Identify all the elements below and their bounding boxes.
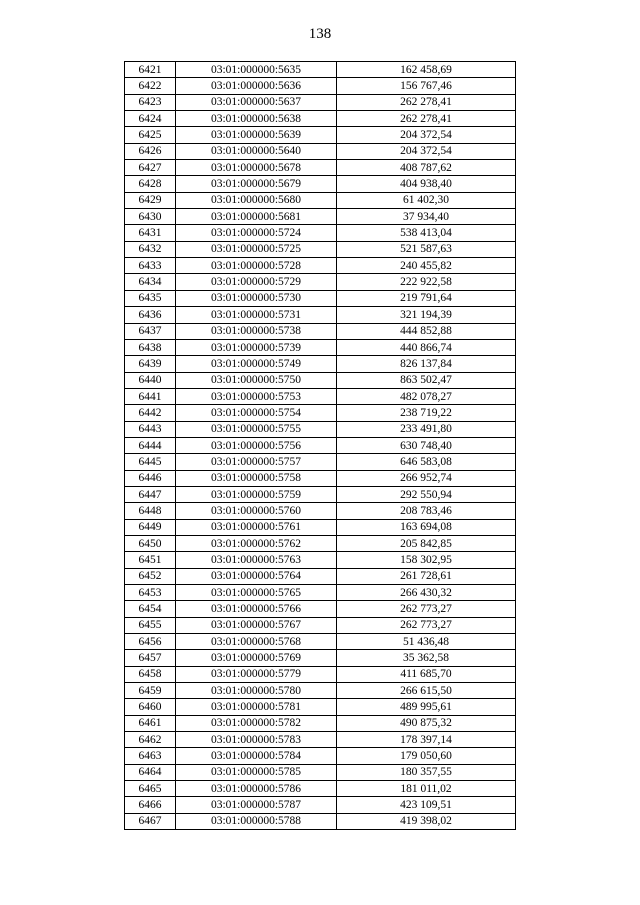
table-row — [125, 111, 516, 127]
table-row — [125, 781, 516, 797]
cadastral-number-cell: 03:01:000000:5787 — [176, 797, 337, 813]
value-cell: 204 372,54 — [337, 127, 516, 143]
table-row — [125, 290, 516, 306]
table-row — [125, 666, 516, 682]
cadastral-number-cell: 03:01:000000:5753 — [176, 388, 337, 404]
cadastral-number-cell: 03:01:000000:5779 — [176, 666, 337, 682]
cadastral-number-cell: 03:01:000000:5788 — [176, 813, 337, 829]
cadastral-number-cell: 03:01:000000:5781 — [176, 699, 337, 715]
row-number-cell: 6434 — [125, 274, 176, 290]
value-cell: 233 491,80 — [337, 421, 516, 437]
cadastral-number-cell: 03:01:000000:5724 — [176, 225, 337, 241]
row-number-cell: 6447 — [125, 486, 176, 502]
table-row — [125, 437, 516, 453]
table-row — [125, 127, 516, 143]
cadastral-number-cell: 03:01:000000:5763 — [176, 552, 337, 568]
row-number-cell: 6464 — [125, 764, 176, 780]
table-row — [125, 339, 516, 355]
value-cell: 538 413,04 — [337, 225, 516, 241]
table-row — [125, 323, 516, 339]
row-number-cell: 6426 — [125, 143, 176, 159]
value-cell: 863 502,47 — [337, 372, 516, 388]
cadastral-number-cell: 03:01:000000:5749 — [176, 356, 337, 372]
table-row — [125, 225, 516, 241]
page-number: 138 — [308, 26, 332, 42]
table-row — [125, 699, 516, 715]
table-row — [125, 601, 516, 617]
table-row — [125, 94, 516, 110]
cadastral-number-cell: 03:01:000000:5765 — [176, 585, 337, 601]
table-row — [125, 503, 516, 519]
row-number-cell: 6437 — [125, 323, 176, 339]
value-cell: 411 685,70 — [337, 666, 516, 682]
cadastral-number-cell: 03:01:000000:5780 — [176, 683, 337, 699]
table-row — [125, 421, 516, 437]
cadastral-number-cell: 03:01:000000:5766 — [176, 601, 337, 617]
table-row — [125, 405, 516, 421]
table-row — [125, 160, 516, 176]
row-number-cell: 6467 — [125, 813, 176, 829]
row-number-cell: 6423 — [125, 94, 176, 110]
value-cell: 240 455,82 — [337, 258, 516, 274]
row-number-cell: 6422 — [125, 78, 176, 94]
row-number-cell: 6449 — [125, 519, 176, 535]
row-number-cell: 6450 — [125, 535, 176, 551]
value-cell: 262 773,27 — [337, 617, 516, 633]
cadastral-number-cell: 03:01:000000:5640 — [176, 143, 337, 159]
table-row — [125, 568, 516, 584]
cadastral-number-cell: 03:01:000000:5725 — [176, 241, 337, 257]
cadastral-number-cell: 03:01:000000:5731 — [176, 307, 337, 323]
table-row — [125, 209, 516, 225]
row-number-cell: 6425 — [125, 127, 176, 143]
table-body — [125, 62, 516, 830]
value-cell: 630 748,40 — [337, 437, 516, 453]
row-number-cell: 6453 — [125, 585, 176, 601]
value-cell: 208 783,46 — [337, 503, 516, 519]
table-row — [125, 307, 516, 323]
row-number-cell: 6463 — [125, 748, 176, 764]
row-number-cell: 6433 — [125, 258, 176, 274]
table-row — [125, 356, 516, 372]
value-cell: 826 137,84 — [337, 356, 516, 372]
row-number-cell: 6432 — [125, 241, 176, 257]
value-cell: 219 791,64 — [337, 290, 516, 306]
cadastral-number-cell: 03:01:000000:5680 — [176, 192, 337, 208]
row-number-cell: 6442 — [125, 405, 176, 421]
table-row — [125, 143, 516, 159]
row-number-cell: 6458 — [125, 666, 176, 682]
row-number-cell: 6443 — [125, 421, 176, 437]
cadastral-number-cell: 03:01:000000:5757 — [176, 454, 337, 470]
row-number-cell: 6439 — [125, 356, 176, 372]
cadastral-number-cell: 03:01:000000:5729 — [176, 274, 337, 290]
row-number-cell: 6431 — [125, 225, 176, 241]
row-number-cell: 6444 — [125, 437, 176, 453]
value-cell: 158 302,95 — [337, 552, 516, 568]
table-row — [125, 634, 516, 650]
row-number-cell: 6466 — [125, 797, 176, 813]
cadastral-number-cell: 03:01:000000:5635 — [176, 62, 337, 78]
table-row — [125, 650, 516, 666]
value-cell: 321 194,39 — [337, 307, 516, 323]
cadastral-number-cell: 03:01:000000:5639 — [176, 127, 337, 143]
cadastral-number-cell: 03:01:000000:5750 — [176, 372, 337, 388]
table-row — [125, 470, 516, 486]
table-row — [125, 372, 516, 388]
cadastral-number-cell: 03:01:000000:5767 — [176, 617, 337, 633]
table-row — [125, 585, 516, 601]
cadastral-number-cell: 03:01:000000:5756 — [176, 437, 337, 453]
table-row — [125, 715, 516, 731]
value-cell: 262 773,27 — [337, 601, 516, 617]
table-row — [125, 241, 516, 257]
cadastral-number-cell: 03:01:000000:5754 — [176, 405, 337, 421]
row-number-cell: 6461 — [125, 715, 176, 731]
row-number-cell: 6456 — [125, 634, 176, 650]
row-number-cell: 6459 — [125, 683, 176, 699]
table-row — [125, 388, 516, 404]
row-number-cell: 6438 — [125, 339, 176, 355]
row-number-cell: 6421 — [125, 62, 176, 78]
cadastral-number-cell: 03:01:000000:5762 — [176, 535, 337, 551]
value-cell: 521 587,63 — [337, 241, 516, 257]
row-number-cell: 6428 — [125, 176, 176, 192]
value-cell: 162 458,69 — [337, 62, 516, 78]
value-cell: 179 050,60 — [337, 748, 516, 764]
row-number-cell: 6462 — [125, 732, 176, 748]
cadastral-number-cell: 03:01:000000:5769 — [176, 650, 337, 666]
table-row — [125, 62, 516, 78]
value-cell: 238 719,22 — [337, 405, 516, 421]
table-row — [125, 454, 516, 470]
cadastral-number-cell: 03:01:000000:5739 — [176, 339, 337, 355]
row-number-cell: 6445 — [125, 454, 176, 470]
value-cell: 205 842,85 — [337, 535, 516, 551]
row-number-cell: 6460 — [125, 699, 176, 715]
row-number-cell: 6427 — [125, 160, 176, 176]
row-number-cell: 6454 — [125, 601, 176, 617]
value-cell: 204 372,54 — [337, 143, 516, 159]
cadastral-number-cell: 03:01:000000:5758 — [176, 470, 337, 486]
row-number-cell: 6448 — [125, 503, 176, 519]
value-cell: 292 550,94 — [337, 486, 516, 502]
value-cell: 178 397,14 — [337, 732, 516, 748]
value-cell: 181 011,02 — [337, 781, 516, 797]
value-cell: 262 278,41 — [337, 94, 516, 110]
table-row — [125, 764, 516, 780]
table-row — [125, 274, 516, 290]
table-row — [125, 192, 516, 208]
cadastral-number-cell: 03:01:000000:5760 — [176, 503, 337, 519]
cadastral-number-cell: 03:01:000000:5785 — [176, 764, 337, 780]
cadastral-number-cell: 03:01:000000:5782 — [176, 715, 337, 731]
row-number-cell: 6429 — [125, 192, 176, 208]
value-cell: 261 728,61 — [337, 568, 516, 584]
value-cell: 61 402,30 — [337, 192, 516, 208]
cadastral-number-cell: 03:01:000000:5759 — [176, 486, 337, 502]
table-row — [125, 748, 516, 764]
cadastral-number-cell: 03:01:000000:5681 — [176, 209, 337, 225]
value-cell: 419 398,02 — [337, 813, 516, 829]
table-row — [125, 683, 516, 699]
table-row — [125, 617, 516, 633]
cadastral-number-cell: 03:01:000000:5784 — [176, 748, 337, 764]
value-cell: 222 922,58 — [337, 274, 516, 290]
value-cell: 489 995,61 — [337, 699, 516, 715]
row-number-cell: 6465 — [125, 781, 176, 797]
cadastral-number-cell: 03:01:000000:5636 — [176, 78, 337, 94]
value-cell: 440 866,74 — [337, 339, 516, 355]
table-row — [125, 486, 516, 502]
row-number-cell: 6446 — [125, 470, 176, 486]
cadastral-number-cell: 03:01:000000:5638 — [176, 111, 337, 127]
cadastral-number-cell: 03:01:000000:5768 — [176, 634, 337, 650]
cadastral-number-cell: 03:01:000000:5637 — [176, 94, 337, 110]
value-cell: 646 583,08 — [337, 454, 516, 470]
cadastral-number-cell: 03:01:000000:5730 — [176, 290, 337, 306]
cadastral-number-cell: 03:01:000000:5679 — [176, 176, 337, 192]
cadastral-number-cell: 03:01:000000:5738 — [176, 323, 337, 339]
value-cell: 444 852,88 — [337, 323, 516, 339]
table-row — [125, 732, 516, 748]
table-row — [125, 176, 516, 192]
table-row — [125, 813, 516, 829]
value-cell: 37 934,40 — [337, 209, 516, 225]
cadastral-number-cell: 03:01:000000:5755 — [176, 421, 337, 437]
table-row — [125, 519, 516, 535]
value-cell: 156 767,46 — [337, 78, 516, 94]
value-cell: 408 787,62 — [337, 160, 516, 176]
row-number-cell: 6435 — [125, 290, 176, 306]
value-cell: 180 357,55 — [337, 764, 516, 780]
value-cell: 482 078,27 — [337, 388, 516, 404]
row-number-cell: 6430 — [125, 209, 176, 225]
value-cell: 266 615,50 — [337, 683, 516, 699]
table-row — [125, 78, 516, 94]
row-number-cell: 6457 — [125, 650, 176, 666]
cadastral-number-cell: 03:01:000000:5783 — [176, 732, 337, 748]
row-number-cell: 6455 — [125, 617, 176, 633]
value-cell: 423 109,51 — [337, 797, 516, 813]
value-cell: 51 436,48 — [337, 634, 516, 650]
value-cell: 266 952,74 — [337, 470, 516, 486]
table-row — [125, 258, 516, 274]
row-number-cell: 6424 — [125, 111, 176, 127]
row-number-cell: 6440 — [125, 372, 176, 388]
value-cell: 404 938,40 — [337, 176, 516, 192]
row-number-cell: 6441 — [125, 388, 176, 404]
value-cell: 490 875,32 — [337, 715, 516, 731]
value-cell: 35 362,58 — [337, 650, 516, 666]
cadastral-number-cell: 03:01:000000:5678 — [176, 160, 337, 176]
row-number-cell: 6452 — [125, 568, 176, 584]
table-row — [125, 797, 516, 813]
value-cell: 266 430,32 — [337, 585, 516, 601]
table-row — [125, 535, 516, 551]
cadastral-number-cell: 03:01:000000:5786 — [176, 781, 337, 797]
cadastral-number-cell: 03:01:000000:5761 — [176, 519, 337, 535]
value-cell: 163 694,08 — [337, 519, 516, 535]
row-number-cell: 6436 — [125, 307, 176, 323]
row-number-cell: 6451 — [125, 552, 176, 568]
data-table — [124, 61, 516, 830]
cadastral-number-cell: 03:01:000000:5728 — [176, 258, 337, 274]
cadastral-number-cell: 03:01:000000:5764 — [176, 568, 337, 584]
table-row — [125, 552, 516, 568]
value-cell: 262 278,41 — [337, 111, 516, 127]
